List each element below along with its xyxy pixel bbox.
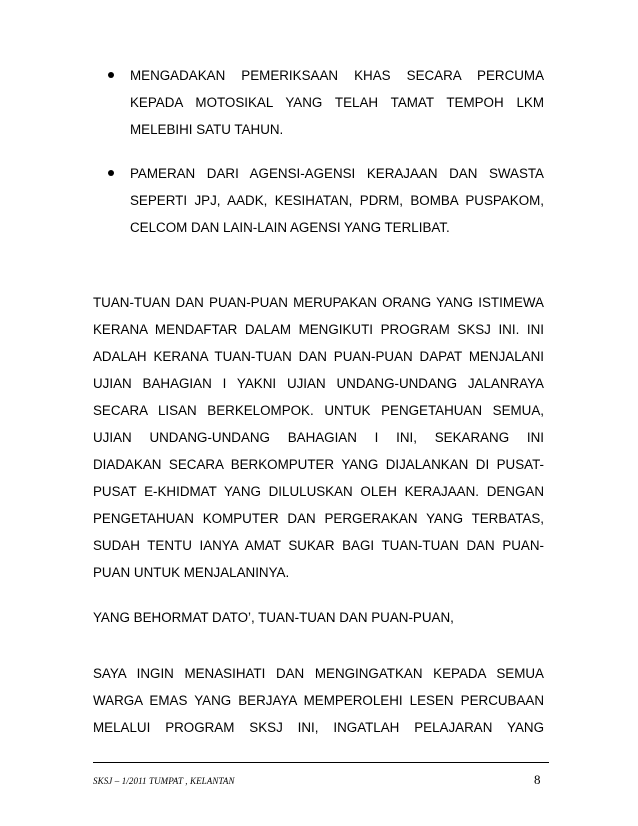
text-line: YANG BEHORMAT DATO’, TUAN-TUAN DAN PUAN-PUAN, xyxy=(93,610,454,625)
text-line: PENGETAHUAN KOMPUTER DAN PERGERAKAN YANG TERBATAS, xyxy=(93,511,544,526)
footer-text: SKSJ – 1/2011 TUMPAT , KELANTAN xyxy=(93,776,235,786)
text-line: WARGA EMAS YANG BERJAYA MEMPEROLEHI LESEN PERCUBAAN xyxy=(93,693,544,708)
paragraph xyxy=(93,289,544,586)
text-line: TUAN-TUAN DAN PUAN-PUAN MERUPAKAN ORANG YANG ISTIMEWA xyxy=(93,295,544,310)
text-line: MELEBIHI SATU TAHUN. xyxy=(130,122,284,137)
footer-divider xyxy=(93,762,549,763)
text-line: SAYA INGIN MENASIHATI DAN MENGINGATKAN KEPADA SEMUA xyxy=(93,666,544,681)
bullet-dot-icon xyxy=(108,170,114,176)
text-line: DIADAKAN SECARA BERKOMPUTER YANG DIJALANKAN DI PUSAT- xyxy=(93,457,544,472)
text-line: KERANA MENDAFTAR DALAM MENGIKUTI PROGRAM SKSJ INI. INI xyxy=(93,322,544,337)
text-line: PUSAT E-KHIDMAT YANG DILULUSKAN OLEH KERAJAAN. DENGAN xyxy=(93,484,544,499)
bullet-item xyxy=(108,160,544,241)
text-line: ADALAH KERANA TUAN-TUAN DAN PUAN-PUAN DAPAT MENJALANI xyxy=(93,349,544,364)
paragraph xyxy=(93,604,544,631)
text-line: PAMERAN DARI AGENSI-AGENSI KERAJAAN DAN SWASTA xyxy=(130,166,544,181)
text-line: MELALUI PROGRAM SKSJ INI, INGATLAH PELAJARAN YANG xyxy=(93,720,544,735)
text-line: PUAN UNTUK MENJALANINYA. xyxy=(93,565,290,580)
bullet-dot-icon xyxy=(108,72,114,78)
text-line: SUDAH TENTU IANYA AMAT SUKAR BAGI TUAN-TUAN DAN PUAN- xyxy=(93,538,544,553)
text-line: CELCOM DAN LAIN-LAIN AGENSI YANG TERLIBAT. xyxy=(130,220,450,235)
bullet-item xyxy=(108,62,544,143)
text-line: SECARA LISAN BERKELOMPOK. UNTUK PENGETAHUAN SEMUA, xyxy=(93,403,544,418)
text-line: SEPERTI JPJ, AADK, KESIHATAN, PDRM, BOMBA PUSPAKOM, xyxy=(130,193,544,208)
text-line: MENGADAKAN PEMERIKSAAN KHAS SECARA PERCUMA xyxy=(130,68,544,83)
text-line: UJIAN BAHAGIAN I YAKNI UJIAN UNDANG-UNDANG JALANRAYA xyxy=(93,376,544,391)
bullet-list xyxy=(108,62,544,241)
paragraph xyxy=(93,660,544,741)
page-number: 8 xyxy=(534,772,541,787)
text-line: KEPADA MOTOSIKAL YANG TELAH TAMAT TEMPOH LKM xyxy=(130,95,544,110)
text-line: UJIAN UNDANG-UNDANG BAHAGIAN I INI, SEKARANG INI xyxy=(93,430,544,445)
